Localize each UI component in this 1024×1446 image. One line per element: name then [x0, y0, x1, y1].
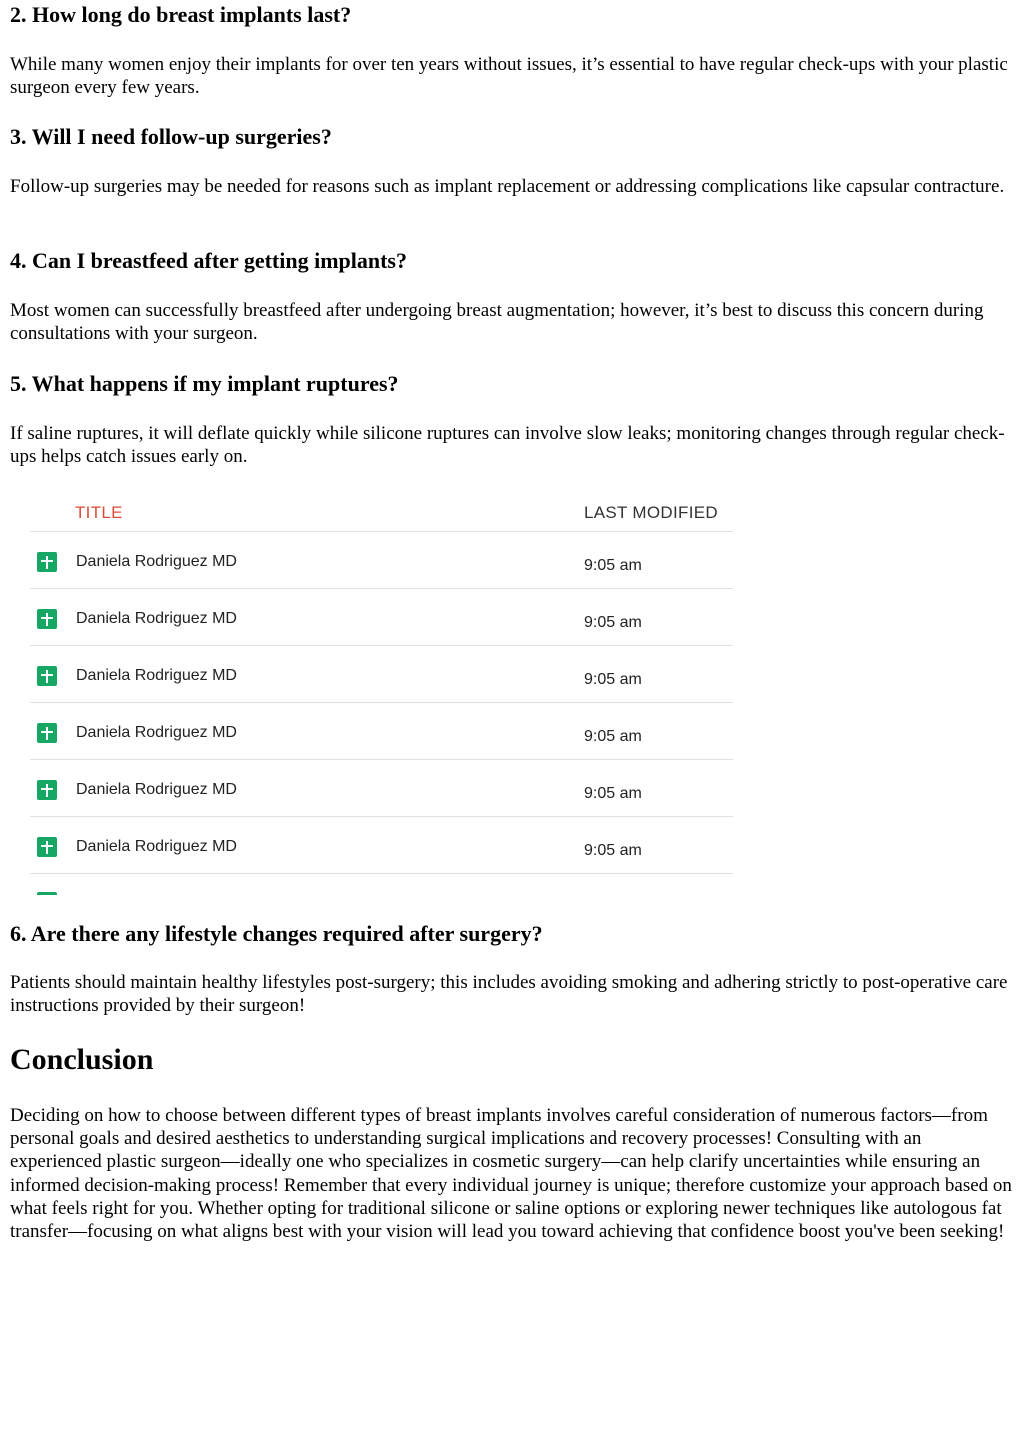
file-title[interactable]: Daniela Rodriguez MD [76, 667, 237, 684]
google-sheets-file-icon [37, 780, 57, 800]
conclusion-heading: Conclusion [10, 1043, 154, 1076]
faq-question: 3. Will I need follow-up surgeries? [10, 124, 332, 149]
faq-question: 2. How long do breast implants last? [10, 2, 352, 27]
file-last-modified: 9:05 am [584, 785, 642, 802]
file-title[interactable]: Daniela Rodriguez MD [76, 724, 237, 741]
file-row[interactable] [30, 589, 733, 646]
faq-answer: Patients should maintain healthy lifestyles post-surgery; this includes avoiding smoking and adhering strictly to post-operative care instructions provided by their surgeon! [10, 972, 1008, 1016]
google-sheets-file-icon [37, 666, 57, 686]
google-sheets-file-icon [37, 892, 57, 895]
file-list-header [30, 492, 733, 532]
google-sheets-file-icon [37, 552, 57, 572]
file-last-modified: 9:05 am [584, 614, 642, 631]
faq-question: 6. Are there any lifestyle changes required after surgery? [10, 921, 543, 946]
faq-question: 5. What happens if my implant ruptures? [10, 371, 399, 396]
file-row[interactable] [30, 646, 733, 703]
file-row[interactable] [30, 532, 733, 589]
file-title[interactable]: Daniela Rodriguez MD [76, 838, 237, 855]
embedded-file-list[interactable] [30, 492, 733, 895]
faq-answer: Most women can successfully breastfeed after undergoing breast augmentation; however, it’s best to discuss this concern during consultations with your surgeon. [10, 300, 984, 344]
file-row[interactable] [30, 760, 733, 817]
file-last-modified: 9:05 am [584, 671, 642, 688]
file-title[interactable]: Daniela Rodriguez MD [76, 610, 237, 627]
faq-answer: Follow-up surgeries may be needed for reasons such as implant replacement or addressing complications like capsular contracture. [10, 176, 1005, 197]
file-title[interactable]: Daniela Rodriguez MD [76, 553, 237, 570]
conclusion-paragraph: Deciding on how to choose between different types of breast implants involves careful consideration of numerous factors—from personal goals and desired aesthetics to understanding surgical implications and recovery processes! Consulting with an experienced plastic surgeon—ideally one who specializes in cosmetic surgery—can help clarify uncertainties while ensuring an informed decision-making process! Remember that every individual journey is unique; therefore customize your approach based on what feels right for you. Whether opting for traditional silicone or saline options or exploring newer techniques like autologous fat transfer—focusing on what aligns best with your vision will lead you toward achieving that confidence boost you've been seeking! [10, 1105, 1012, 1243]
google-sheets-file-icon [37, 609, 57, 629]
file-last-modified: 9:05 am [584, 842, 642, 859]
column-header-title[interactable]: TITLE [75, 503, 123, 522]
file-last-modified: 9:05 am [584, 728, 642, 745]
file-row[interactable] [30, 817, 733, 874]
faq-answer: If saline ruptures, it will deflate quickly while silicone ruptures can involve slow leaks; monitoring changes through regular check-ups helps catch issues early on. [10, 423, 1005, 467]
file-row-clipped[interactable] [30, 874, 733, 895]
google-sheets-file-icon [37, 837, 57, 857]
file-title[interactable]: Daniela Rodriguez MD [76, 781, 237, 798]
faq-question: 4. Can I breastfeed after getting implants? [10, 248, 407, 273]
file-list-rows [30, 532, 733, 895]
google-sheets-file-icon [37, 723, 57, 743]
column-header-last-modified[interactable]: LAST MODIFIED [584, 503, 718, 522]
file-row[interactable] [30, 703, 733, 760]
file-last-modified: 9:05 am [584, 557, 642, 574]
faq-answer: While many women enjoy their implants for over ten years without issues, it’s essential to have regular check-ups with your plastic surgeon every few years. [10, 54, 1008, 98]
